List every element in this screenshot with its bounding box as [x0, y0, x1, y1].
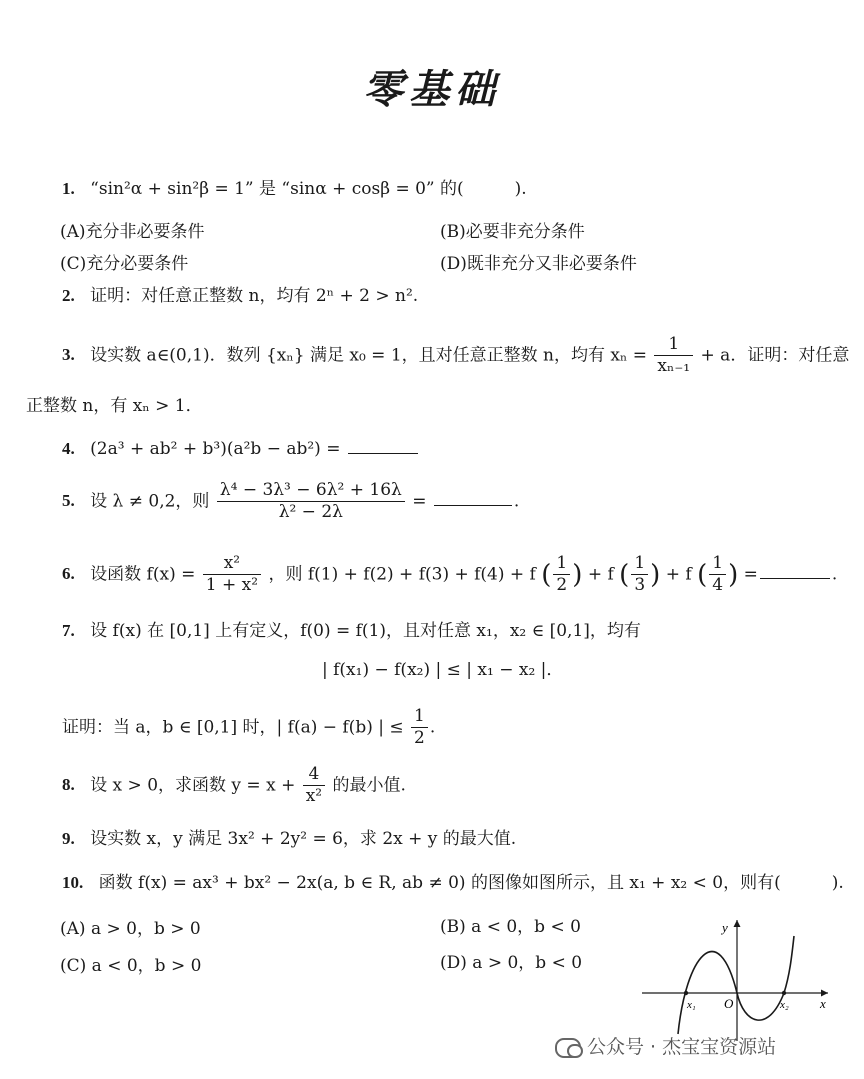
fraction — [709, 553, 726, 597]
question-7-proof: 证明：当 a，b ∈ [0,1] 时，| f(a) − f(b) | ≤ $\frac{1}{2}$ . — [62, 706, 436, 749]
question-number: 7. — [62, 621, 75, 640]
question-number: 6. — [62, 564, 75, 584]
question-number: 8. — [62, 775, 75, 795]
origin-label: O — [724, 996, 734, 1011]
fraction-denominator: 2 — [414, 728, 425, 749]
fraction-numerator: 1 — [654, 334, 693, 356]
fraction — [411, 706, 428, 750]
fraction-numerator: 1 — [631, 553, 648, 575]
answer-blank — [760, 577, 830, 579]
question-text: (2a³ + ab² + b³)(a²b − ab²) = — [90, 439, 341, 459]
fraction — [203, 553, 261, 597]
fraction — [217, 480, 405, 524]
wechat-icon — [555, 1038, 581, 1058]
question-text: 函数 f(x) = ax³ + bx² − 2x(a, b ∈ R, ab ≠ 0) 的图像如图所示，且 x₁ + x₂ < 0，则有( ). — [98, 873, 844, 893]
question-1 — [62, 180, 527, 198]
question-text: 设实数 a∈(0,1)．数列 {xₙ} 满足 x₀ = 1，且对任意正整数 n，均有 xₙ = — [90, 345, 647, 366]
question-4 — [62, 440, 420, 458]
cubic-curve — [678, 936, 794, 1034]
fraction — [553, 553, 570, 597]
root-x2-point — [782, 991, 786, 995]
question-number: 9. — [62, 829, 75, 848]
q1-option-d: (D)既非充分又非必要条件 — [440, 254, 637, 274]
question-3-cont: 正整数 n，有 xₙ > 1． — [26, 396, 203, 416]
fraction — [631, 553, 648, 597]
question-10 — [62, 874, 844, 892]
question-text-cont: ，则 f(1) + f(2) + f(3) + f(4) + f — [268, 564, 536, 585]
plus-f: + f — [665, 564, 692, 585]
fraction-numerator: λ⁴ − 3λ³ − 6λ² + 16λ — [217, 480, 405, 502]
question-text: 设 f(x) 在 [0,1] 上有定义，f(0) = f(1)，且对任意 x₁，x₂ ∈ [0,1]，均有 — [90, 621, 641, 641]
q1-option-c: (C)充分必要条件 — [60, 254, 189, 274]
q10-option-a: (A) a > 0，b > 0 — [60, 919, 201, 939]
q10-option-b: (B) a < 0，b < 0 — [440, 917, 581, 937]
page-title: 零基础 — [363, 66, 501, 113]
question-7-condition: | f(x₁) − f(x₂) | ≤ | x₁ − x₂ |． — [322, 660, 564, 680]
answer-blank — [348, 452, 418, 454]
question-number: 5. — [62, 491, 75, 511]
q1-option-a: (A)充分非必要条件 — [60, 222, 205, 242]
fraction-denominator: λ² − 2λ — [278, 502, 343, 523]
question-text-cont: 的最小值. — [332, 775, 406, 796]
question-text: 设 x > 0，求函数 y = x + — [90, 775, 296, 796]
q1-option-b: (B)必要非充分条件 — [440, 222, 585, 242]
fraction-numerator: 1 — [709, 553, 726, 575]
answer-blank — [434, 504, 512, 506]
question-7 — [62, 622, 641, 640]
question-number: 10. — [62, 873, 84, 892]
x1-label: x₁ — [687, 999, 696, 1011]
watermark — [555, 1032, 776, 1059]
question-3 — [62, 334, 849, 378]
question-number: 3. — [62, 345, 75, 365]
fraction-denominator: 4 — [712, 575, 724, 596]
question-9 — [62, 830, 516, 848]
question-number: 4. — [62, 439, 75, 458]
plus-f: + f — [587, 564, 614, 585]
question-6: 6. 设函数 f(x) = $\frac{\text{x²}}{\text{1 + x²}}$ ，则 f(1) + f(2) + f(3) + f(4) + f ( $\frac{1}{2}$ ) + f ( $\frac{1}{3}$ ) + f ( $\frac{1}{4}$ ) = . — [62, 553, 838, 596]
fraction-denominator: 1 + x² — [205, 575, 259, 596]
equals-sign: = — [743, 564, 758, 585]
fraction-numerator: x² — [203, 553, 261, 575]
fraction — [303, 764, 325, 808]
question-number: 2. — [62, 286, 75, 305]
question-text: 设 λ ≠ 0,2，则 — [90, 491, 210, 512]
fraction-denominator: 2 — [556, 575, 568, 596]
fraction-denominator: 3 — [634, 575, 646, 596]
question-text: 证明：对任意正整数 n，均有 2ⁿ + 2 > n². — [90, 286, 419, 306]
fraction-denominator: xₙ₋₁ — [657, 356, 691, 377]
question-text-cont: + a．证明：对任意 — [700, 345, 850, 366]
y-axis-label: y — [722, 920, 728, 935]
question-8 — [62, 764, 406, 808]
question-number: 1. — [62, 179, 75, 198]
question-2 — [62, 287, 418, 305]
x-axis-label: x — [820, 996, 826, 1011]
equals-sign: = — [412, 491, 427, 512]
q10-option-d: (D) a > 0，b < 0 — [440, 953, 583, 973]
function-graph — [640, 916, 835, 1046]
question-text: “sin²α + sin²β = 1” 是 “sinα + cosβ = 0” 的( ). — [90, 179, 527, 199]
question-text: 设实数 x，y 满足 3x² + 2y² = 6，求 2x + y 的最大值. — [90, 829, 517, 849]
question-5: 5. 设 λ ≠ 0,2，则 $\frac{\text{λ⁴ − 3λ³ − 6λ² + 16λ}}{\text{λ² − 2λ}}$ = . — [62, 480, 520, 523]
fraction-denominator: x² — [305, 786, 323, 807]
fraction — [654, 334, 693, 378]
fraction-numerator: 1 — [553, 553, 570, 575]
fraction-numerator: 4 — [303, 764, 325, 786]
q10-option-c: (C) a < 0，b > 0 — [60, 956, 202, 976]
fraction-numerator: 1 — [411, 706, 428, 728]
question-text: 设函数 f(x) = — [90, 564, 196, 585]
root-x1-point — [684, 991, 688, 995]
question-text: 证明：当 a，b ∈ [0,1] 时，| f(a) − f(b) | ≤ — [62, 717, 404, 738]
watermark-text: 公众号 · 杰宝宝资源站 — [587, 1036, 777, 1058]
x2-label: x₂ — [780, 999, 789, 1011]
